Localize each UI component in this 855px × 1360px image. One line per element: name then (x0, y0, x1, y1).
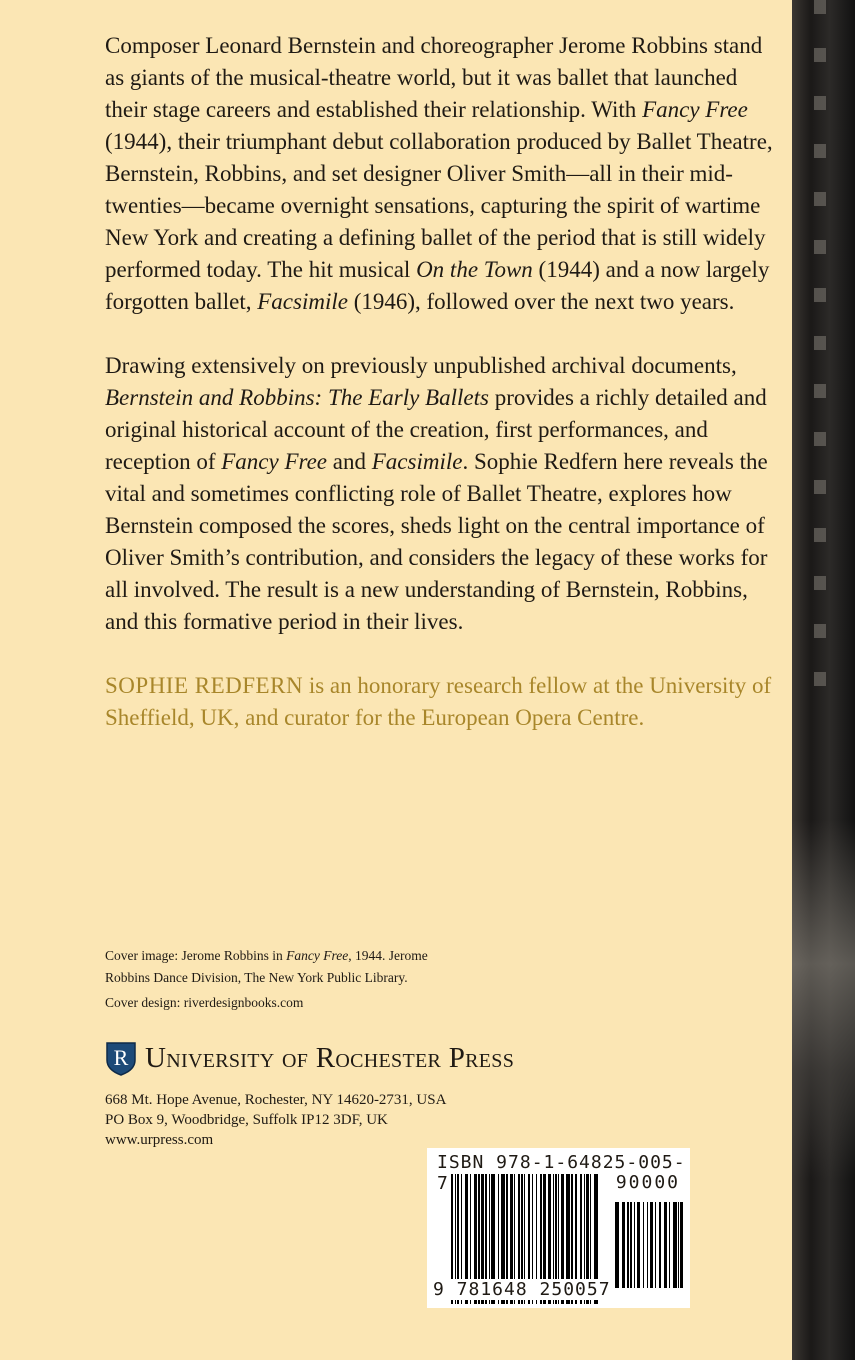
text-segment: (1946), followed over the next two years. (347, 289, 735, 314)
barcode-bar (615, 1202, 619, 1288)
barcode-bar (678, 1202, 679, 1288)
blurb-paragraph-1 (105, 30, 777, 318)
text-segment: (1944), their triumphant debut collaboration produced by Ballet Theatre, Bernstein, Robbins, and set designer Oliver Smith—all in their mid-twenties—became overnight sensations, capturing the spirit of wartime New York and creating a defining ballet of the period that is still widely performed today. The hit musical (105, 129, 773, 282)
title-italic: Fancy Free (642, 97, 748, 122)
blurb-paragraph-2 (105, 350, 777, 638)
author-name: SOPHIE REDFERN (105, 673, 304, 698)
barcode-bar (627, 1202, 629, 1288)
price-addon: 90000 (615, 1172, 680, 1193)
text-segment: Composer Leonard Bernstein and choreographer Jerome Robbins stand as giants of the musical-theatre world, but it was ballet that launched their stage careers and established their relationship. With (105, 33, 763, 122)
isbn-label: ISBN 978-1-64825-005-7 (437, 1152, 686, 1194)
text-segment: provides a richly detailed and original historical account of the creation, first performances, and reception of (105, 385, 767, 474)
publisher-logo-block (105, 1040, 514, 1076)
barcode-bar (650, 1202, 653, 1288)
barcode-bar (664, 1202, 667, 1288)
publisher-name: University of Rochester Press (145, 1041, 515, 1074)
barcode-bar (655, 1202, 656, 1288)
text-segment: . Sophie Redfern here reveals the vital and sometimes conflicting role of Ballet Theatre, explores how Bernstein composed the scores, sheds light on the central importance of Oliver Smith’s contribution, and considers the legacy of these works for all involved. The result is a new understanding of Bernstein, Robbins, and this formative period in their lives. (105, 449, 768, 634)
cover-image-credit: Cover image: Jerome Robbins in Fancy Free, 1944. Jerome Robbins Dance Division, The New York Public Library. (105, 948, 428, 985)
barcode-bar (643, 1202, 644, 1288)
blurb (105, 30, 777, 766)
cover-photo-edge (792, 0, 855, 1360)
barcode-bar (647, 1202, 648, 1288)
text-segment: and (327, 449, 372, 474)
barcode-bar (637, 1202, 640, 1288)
author-bio (105, 670, 777, 734)
title-italic: Fancy Free (221, 449, 328, 474)
title-italic: Bernstein and Robbins: The Early Ballets (105, 385, 489, 410)
shield-logo-icon (105, 1040, 137, 1076)
author-bio-text: is an honorary research fellow at the University of Sheffield, UK, and curator for the European Opera Centre. (105, 673, 772, 730)
barcode-bar (630, 1202, 632, 1288)
svg-text:R: R (113, 1045, 129, 1070)
barcode-bar (634, 1202, 635, 1288)
barcode-bar (673, 1202, 677, 1288)
cover-credits (105, 945, 445, 1014)
barcode-bar (669, 1202, 670, 1288)
address-line: PO Box 9, Woodbridge, Suffolk IP12 3DF, UK (105, 1112, 388, 1128)
ean-digits: 9 781648 250057 (433, 1279, 611, 1300)
barcode-bar (659, 1202, 661, 1288)
text-segment: (1944) and a now largely forgotten ballet, (105, 257, 770, 314)
title-italic: Facsimile (257, 289, 348, 314)
website: www.urpress.com (105, 1132, 214, 1148)
title-italic: On the Town (416, 257, 533, 282)
title-italic: Facsimile (371, 449, 463, 474)
isbn-barcode (427, 1148, 690, 1308)
barcode-bar (680, 1202, 683, 1288)
address-line: 668 Mt. Hope Avenue, Rochester, NY 14620-2731, USA (105, 1092, 447, 1108)
publisher-address (105, 1090, 446, 1150)
barcode-bar (622, 1202, 625, 1288)
cover-design-credit: Cover design: riverdesignbooks.com (105, 995, 304, 1010)
text-segment: Drawing extensively on previously unpublished archival documents, (105, 353, 737, 378)
